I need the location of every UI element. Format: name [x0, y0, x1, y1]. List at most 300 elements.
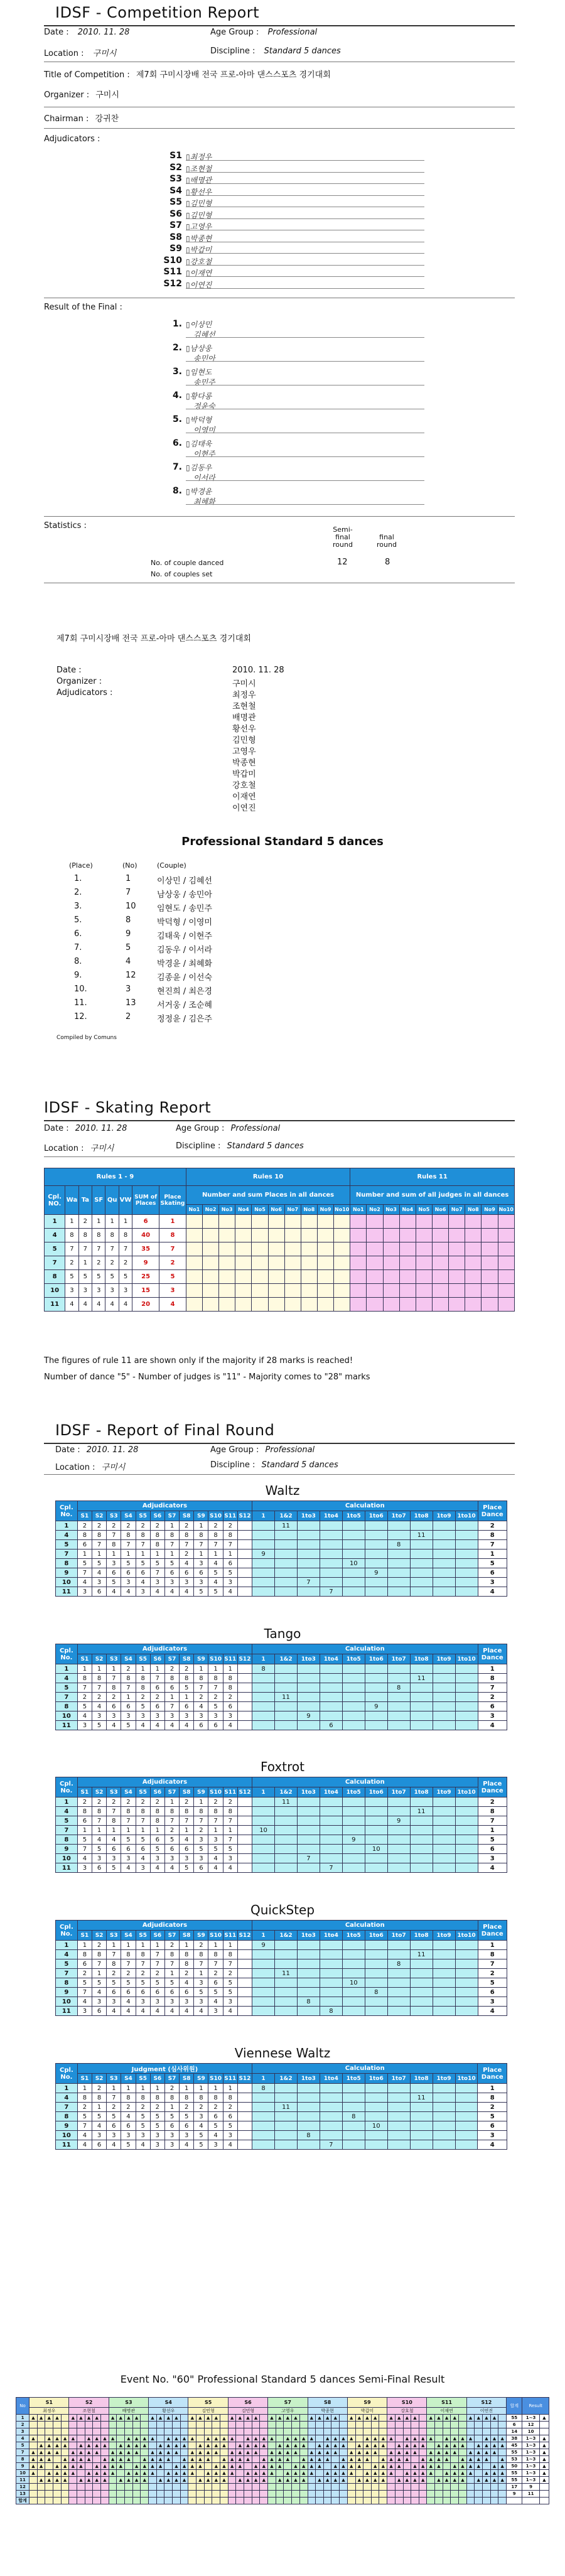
semi-mark [212, 2422, 220, 2428]
semi-mark: ▲ [340, 2477, 348, 2484]
semi-mark [379, 2498, 387, 2504]
semi-mark [316, 2498, 324, 2504]
semi-mark [244, 2484, 252, 2491]
dance-place: 1 [78, 1256, 92, 1270]
rule11-col: No7 [449, 1205, 465, 1215]
calc-cell [387, 1711, 410, 1721]
semi-mark [347, 2477, 355, 2484]
judge-mark: 7 [107, 1531, 121, 1540]
rule11-cell [498, 1242, 514, 1256]
calc-col: 1 [252, 2074, 275, 2084]
result-place: 5. [172, 414, 182, 424]
judge-mark: 3 [136, 1997, 150, 2007]
semi-mark: ▲ [109, 2470, 117, 2477]
calc-cell [455, 1797, 478, 1807]
calculation-header: Calculation [252, 1777, 478, 1787]
semi-mark [180, 2422, 188, 2428]
semi-mark [411, 2498, 419, 2504]
semi-mark: ▲ [347, 2463, 355, 2470]
semi-mark: ▲ [323, 2415, 331, 2422]
semi-row [16, 2477, 549, 2484]
rule10-cell [202, 1284, 218, 1298]
judge-col: S3 [107, 1511, 121, 1521]
calc-cell [433, 1845, 455, 1854]
semi-mark [490, 2498, 498, 2504]
adjudicator-code: S10 [163, 255, 182, 266]
calc-cell [252, 1797, 275, 1807]
calc-cell [252, 1693, 275, 1702]
judge-mark: 4 [180, 1835, 194, 1845]
cpl-header: Cpl. No. [56, 2064, 78, 2084]
cpl-number: 5 [45, 1242, 65, 1256]
calc-cell [387, 1835, 410, 1845]
sum-places: 6 [132, 1215, 159, 1229]
place-dance: 6 [478, 1568, 507, 1578]
calc-cell [433, 1807, 455, 1816]
semi-mark [196, 2422, 205, 2428]
calc-cell [387, 1826, 410, 1835]
adjudicator-code: S3 [170, 174, 182, 184]
cpl-number: 8 [56, 1835, 78, 1845]
semi-mark: ▲ [37, 2463, 45, 2470]
calc-cell [365, 1721, 387, 1730]
judge-mark: 7 [92, 1683, 106, 1693]
calc-col: 1to10 [455, 1931, 478, 1941]
calc-cell: 7 [320, 1863, 342, 1873]
rule11-cell [449, 1298, 465, 1312]
judge-mark: 6 [223, 1702, 237, 1711]
judge-mark: 7 [150, 1568, 164, 1578]
judge-mark [237, 2131, 252, 2140]
dance-row [56, 1969, 507, 1978]
competition-value: 제7회 구미시장배 전국 프로-아마 댄스스포츠 경기대회 [136, 70, 331, 80]
judge-mark: 2 [107, 1797, 121, 1807]
calc-cell [252, 1683, 275, 1693]
judge-mark: 2 [180, 1664, 194, 1674]
semi-mark: ▲ [196, 2456, 205, 2463]
cpl-number: 10 [56, 2131, 78, 2140]
rule10-cell [317, 1284, 333, 1298]
semi-mark: ▲ [204, 2415, 212, 2422]
semi-mark: ▲ [355, 2449, 363, 2456]
calc-cell [455, 1540, 478, 1549]
semi-mark [299, 2422, 308, 2428]
rule11-cell [367, 1270, 383, 1284]
calc-cell [252, 1969, 275, 1978]
calc-cell: 9 [252, 1549, 275, 1559]
judge-mark: 5 [92, 1721, 106, 1730]
calc-cell [252, 2121, 275, 2131]
judge-mark: 1 [107, 1826, 121, 1835]
result-line [186, 471, 424, 481]
cpl-number: 5 [56, 1959, 78, 1969]
calc-cell [433, 1988, 455, 1997]
semi-mark: ▲ [260, 2470, 268, 2477]
semi-mark [260, 2498, 268, 2504]
final-round-report [0, 1406, 565, 2411]
rule11-cell [367, 1229, 383, 1242]
judge-mark: 8 [150, 1540, 164, 1549]
calc-cell [297, 2112, 320, 2121]
rule10-cell [317, 1270, 333, 1284]
cpl-number: 7 [45, 1256, 65, 1270]
judge-mark: 8 [92, 1807, 106, 1816]
semi-no: 3 [16, 2428, 30, 2435]
judge-mark: 1 [136, 1941, 150, 1950]
calc-cell [297, 2140, 320, 2150]
judge-mark: 6 [121, 1988, 136, 1997]
semi-mark: ▲ [252, 2470, 260, 2477]
judge-mark: 3 [92, 1997, 106, 2007]
calc-cell [320, 1540, 342, 1549]
rule11-cell [465, 1229, 482, 1242]
semi-mark [276, 2498, 284, 2504]
semi-mark [77, 2470, 85, 2477]
judge-mark: 4 [150, 1863, 164, 1873]
semi-mark [483, 2491, 491, 2498]
semi-mark: ▲ [268, 2456, 276, 2463]
semi-mark: ▲ [490, 2442, 498, 2449]
semi-mark [331, 2422, 340, 2428]
rule11-cell [416, 1229, 432, 1242]
calc-cell [320, 2121, 342, 2131]
result-man: ▯김태욱 [186, 439, 212, 448]
calc-cell: 7 [320, 1587, 342, 1597]
judge-mark: 7 [107, 1950, 121, 1959]
semi-mark [132, 2498, 141, 2504]
calc-cell [252, 1587, 275, 1597]
semi-mark: ▲ [69, 2470, 77, 2477]
semi-advance [539, 2428, 549, 2435]
judge-mark: 1 [121, 1693, 136, 1702]
adjudicator-line [186, 244, 424, 254]
adjudicator-line [186, 197, 424, 207]
calc-cell [252, 1845, 275, 1854]
semi-mark [475, 2470, 483, 2477]
summary-no: 9 [126, 929, 131, 939]
semi-mark: ▲ [387, 2415, 396, 2422]
semi-mark [451, 2491, 459, 2498]
judge-mark: 4 [223, 1721, 237, 1730]
rule10-cell [301, 1270, 317, 1284]
judge-col: S2 [92, 2074, 106, 2084]
judge-mark: 8 [150, 1816, 164, 1826]
semi-result: 1~3 [522, 2470, 539, 2477]
judge-col: S8 [180, 1511, 194, 1521]
calc-cell [433, 1835, 455, 1845]
semi-mark [37, 2435, 45, 2442]
calc-cell [365, 1959, 387, 1969]
judge-mark: 1 [150, 1941, 164, 1950]
dance-place: 5 [78, 1270, 92, 1284]
rule10-cell [268, 1229, 284, 1242]
judge-mark: 8 [208, 1807, 223, 1816]
compiled-by: Compiled by Comuns [56, 1035, 117, 1041]
rule11-cell [465, 1215, 482, 1229]
calc-cell [297, 1845, 320, 1854]
semi-mark: ▲ [475, 2477, 483, 2484]
dance-place: 1 [92, 1215, 105, 1229]
semi-mark: ▲ [173, 2477, 181, 2484]
calc-cell [275, 1978, 298, 1988]
judge-mark: 8 [223, 2093, 237, 2103]
semi-mark [173, 2428, 181, 2435]
semi-mark: ▲ [411, 2449, 419, 2456]
judge-mark: 8 [180, 1674, 194, 1683]
semi-mark [228, 2477, 236, 2484]
semi-mark: ▲ [196, 2415, 205, 2422]
judge-mark: 3 [121, 1711, 136, 1721]
summary-couple: 남상웅 / 송민아 [157, 890, 212, 900]
semi-mark [180, 2428, 188, 2435]
semi-mark [379, 2449, 387, 2456]
rule11-cell [383, 1298, 399, 1312]
place-dance: 6 [478, 1702, 507, 1711]
calc-col: 1to10 [455, 1511, 478, 1521]
sum-places: 40 [132, 1229, 159, 1242]
judge-col: S9 [194, 1931, 208, 1941]
semi-mark [276, 2491, 284, 2498]
calc-cell [320, 1816, 342, 1826]
place-dance: 1 [478, 1549, 507, 1559]
calc-cell [297, 1568, 320, 1578]
semi-mark: ▲ [93, 2435, 101, 2442]
calc-cell [252, 2131, 275, 2140]
semi-mark [236, 2498, 244, 2504]
judge-mark: 1 [107, 2084, 121, 2093]
cpl-number: 11 [56, 2140, 78, 2150]
semi-judge-name: 이연진 [466, 2408, 506, 2415]
rule10-cell [219, 1215, 235, 1229]
rules10-header: Rules 10 [186, 1168, 350, 1186]
dance-place: 4 [92, 1298, 105, 1312]
judge-mark: 5 [136, 1559, 150, 1568]
calc-cell [297, 1807, 320, 1816]
semi-mark [379, 2415, 387, 2422]
semi-mark: ▲ [395, 2477, 403, 2484]
calc-cell [342, 1997, 365, 2007]
calc-cell [320, 2084, 342, 2093]
semi-mark [30, 2442, 38, 2449]
summary-no: 4 [126, 957, 131, 966]
semi-mark: ▲ [498, 2463, 507, 2470]
semi-mark [196, 2470, 205, 2477]
semi-mark: ▲ [483, 2477, 491, 2484]
semi-mark: ▲ [299, 2463, 308, 2470]
semi-mark: ▲ [355, 2415, 363, 2422]
semi-mark: ▲ [132, 2463, 141, 2470]
dance-place: 1 [119, 1215, 132, 1229]
semi-mark: ▲ [61, 2442, 69, 2449]
calc-cell: 11 [410, 1807, 433, 1816]
calc-cell [410, 1854, 433, 1863]
judge-mark: 6 [121, 1568, 136, 1578]
judge-mark: 3 [194, 1835, 208, 1845]
judge-mark: 4 [136, 1578, 150, 1587]
judge-mark: 2 [223, 1521, 237, 1531]
cpl-number: 4 [56, 1531, 78, 1540]
semi-mark [475, 2428, 483, 2435]
calc-cell: 8 [387, 1959, 410, 1969]
calc-cell: 11 [275, 1521, 298, 1531]
judge-col: S10 [208, 1787, 223, 1797]
rule10-cell [268, 1256, 284, 1270]
semi-mark: ▲ [340, 2442, 348, 2449]
semi-mark: ▲ [53, 2463, 62, 2470]
judge-mark: 3 [194, 1559, 208, 1568]
semi-mark: ▲ [483, 2456, 491, 2463]
no-header: No [16, 2398, 30, 2415]
judge-mark: 6 [208, 1978, 223, 1988]
semi-mark: ▲ [284, 2449, 292, 2456]
judge-mark: 7 [208, 1540, 223, 1549]
calc-cell: 10 [365, 1845, 387, 1854]
calc-cell: 11 [275, 1797, 298, 1807]
semi-mark: ▲ [276, 2449, 284, 2456]
calc-cell [365, 1664, 387, 1674]
semi-mark [490, 2422, 498, 2428]
judge-mark [237, 1549, 252, 1559]
semi-mark [363, 2491, 372, 2498]
semi-mark: ▲ [109, 2463, 117, 2470]
result-woman: 김혜선 [193, 330, 215, 339]
semi-mark [292, 2422, 300, 2428]
semi-mark: ▲ [236, 2449, 244, 2456]
semi-mark: ▲ [101, 2442, 109, 2449]
judge-mark: 1 [77, 1549, 92, 1559]
semi-mark: ▲ [268, 2470, 276, 2477]
semi-row [16, 2422, 549, 2428]
calc-cell [365, 1969, 387, 1978]
result-place: 2. [172, 343, 182, 353]
semi-mark: ▲ [244, 2470, 252, 2477]
semi-mark: ▲ [93, 2415, 101, 2422]
place-dance: 4 [478, 2007, 507, 2016]
semi-mark [149, 2442, 157, 2449]
judge-mark: 2 [107, 2103, 121, 2112]
calc-cell [387, 1721, 410, 1730]
calc-cell: 8 [342, 2112, 365, 2121]
semi-mark [347, 2428, 355, 2435]
summary-no: 10 [126, 902, 136, 911]
judge-mark: 1 [194, 1664, 208, 1674]
calc-cell [410, 1521, 433, 1531]
report-title: IDSF - Competition Report [55, 4, 260, 21]
calc-cell: 11 [410, 2093, 433, 2103]
semi-mark: ▲ [340, 2463, 348, 2470]
semi-mark: ▲ [379, 2463, 387, 2470]
rule11-cell [498, 1215, 514, 1229]
semi-mark [466, 2498, 475, 2504]
semi-mark: ▲ [188, 2470, 196, 2477]
judge-mark: 6 [150, 1702, 164, 1711]
cpl-number: 10 [45, 1284, 65, 1298]
judge-mark: 7 [164, 1702, 179, 1711]
calc-cell [433, 1854, 455, 1863]
semi-advance: ▲ [539, 2477, 549, 2484]
semi-mark: ▲ [212, 2435, 220, 2442]
judge-mark [237, 2121, 252, 2131]
judge-mark: 6 [107, 1568, 121, 1578]
calc-cell [342, 1578, 365, 1587]
semi-mark: ▲ [451, 2477, 459, 2484]
calc-cell [275, 1835, 298, 1845]
calc-cell [410, 1702, 433, 1711]
judge-mark: 5 [107, 1978, 121, 1988]
place-dance: 2 [478, 1969, 507, 1978]
calc-cell [342, 1531, 365, 1540]
semi-mark [459, 2449, 467, 2456]
cpl-header: Cpl. No. [56, 1644, 78, 1664]
calc-cell [433, 1941, 455, 1950]
place-dance: 3 [478, 1997, 507, 2007]
calc-cell: 10 [365, 2121, 387, 2131]
semi-mark [93, 2498, 101, 2504]
calc-cell [455, 2007, 478, 2016]
semi-mark [299, 2484, 308, 2491]
judge-mark: 5 [92, 2112, 106, 2121]
judge-mark: 3 [194, 1854, 208, 1863]
judge-mark: 6 [150, 1988, 164, 1997]
calc-cell [275, 1540, 298, 1549]
dance-table [55, 1501, 507, 1597]
semi-mark: ▲ [236, 2456, 244, 2463]
semi-mark: ▲ [347, 2449, 355, 2456]
calc-cell [252, 1559, 275, 1568]
calc-cell [455, 1863, 478, 1873]
calc-cell [297, 1674, 320, 1683]
rule11-cell [449, 1215, 465, 1229]
rule10-cell [186, 1242, 202, 1256]
semi-mark [363, 2463, 372, 2470]
calc-cell [455, 2103, 478, 2112]
dance-place: 5 [105, 1270, 119, 1284]
semi-mark: ▲ [403, 2456, 411, 2463]
calc-cell [365, 2084, 387, 2093]
semi-mark [284, 2463, 292, 2470]
semi-mark [156, 2484, 164, 2491]
summary-adjudicator: 고영우 [232, 747, 256, 757]
semi-mark: ▲ [284, 2435, 292, 2442]
semi-mark: ▲ [228, 2415, 236, 2422]
result-label: Result of the Final : [44, 303, 122, 312]
semi-mark: ▲ [45, 2415, 53, 2422]
judge-col: S4 [121, 1787, 136, 1797]
calc-cell [252, 1702, 275, 1711]
semi-sum: 9 [507, 2491, 522, 2498]
semi-mark [323, 2422, 331, 2428]
cpl-header: Cpl. No. [56, 1921, 78, 1941]
sum-places: 15 [132, 1284, 159, 1298]
semi-result: 11 [522, 2491, 539, 2498]
semi-mark [37, 2491, 45, 2498]
semi-mark: ▲ [77, 2449, 85, 2456]
calc-cell [410, 2121, 433, 2131]
judge-mark: 3 [223, 2131, 237, 2140]
calc-cell: 8 [320, 2007, 342, 2016]
summary-couple: 김동우 / 이서라 [157, 946, 212, 955]
result-man: ▯임현도 [186, 368, 212, 377]
judge-mark: 7 [136, 1959, 150, 1969]
semi-mark: ▲ [228, 2470, 236, 2477]
calc-cell [410, 1578, 433, 1587]
semi-mark: ▲ [77, 2415, 85, 2422]
sk-location-label: Location : [44, 1144, 84, 1153]
judge-mark: 5 [136, 1835, 150, 1845]
semi-mark [69, 2477, 77, 2484]
semi-mark: ▲ [340, 2470, 348, 2477]
judge-mark: 4 [194, 1702, 208, 1711]
